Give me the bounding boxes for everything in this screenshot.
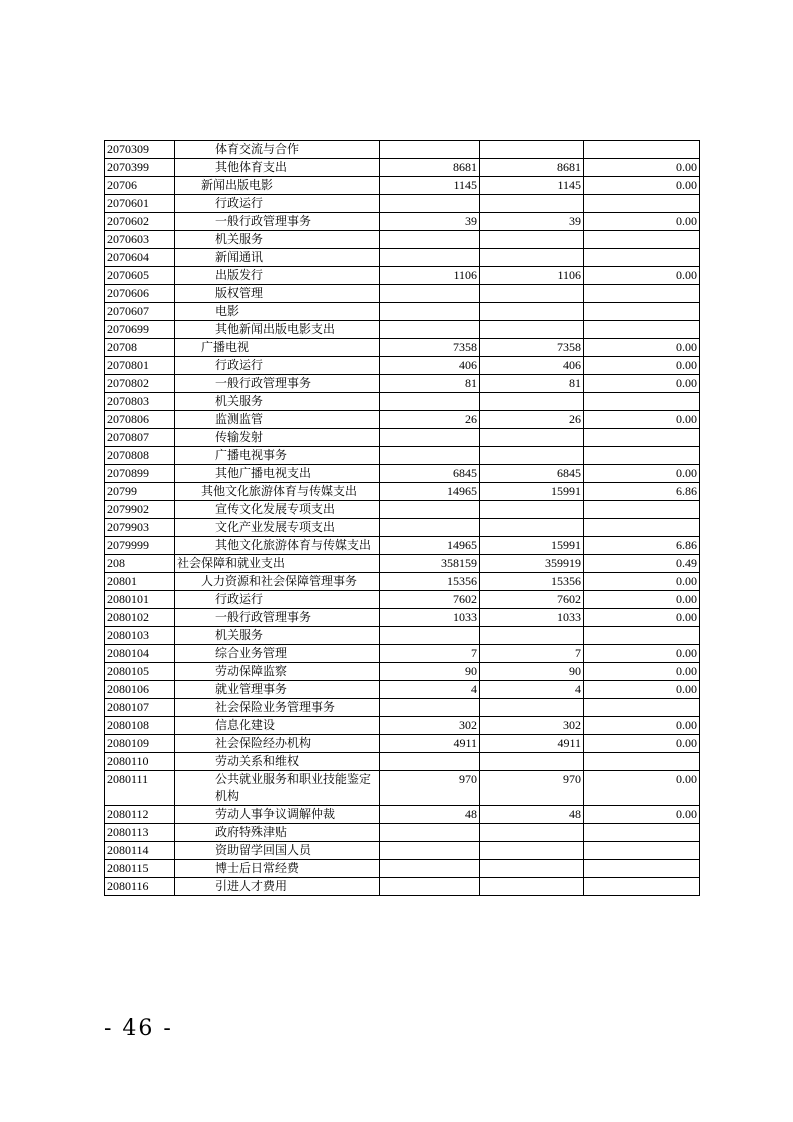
cell-code: 2080109	[105, 735, 175, 753]
cell-name: 劳动关系和维权	[175, 753, 380, 771]
cell-value-3: 0.00	[584, 339, 700, 357]
cell-value-3	[584, 824, 700, 842]
table-row	[105, 483, 700, 501]
cell-value-3: 0.00	[584, 735, 700, 753]
cell-value-3: 0.00	[584, 681, 700, 699]
cell-value-1	[380, 501, 480, 519]
table-row	[105, 663, 700, 681]
cell-value-1: 81	[380, 375, 480, 393]
cell-value-3	[584, 501, 700, 519]
cell-value-1	[380, 141, 480, 159]
cell-name: 其他新闻出版电影支出	[175, 321, 380, 339]
cell-value-1: 90	[380, 663, 480, 681]
cell-name: 博士后日常经费	[175, 860, 380, 878]
cell-value-1	[380, 519, 480, 537]
cell-value-1: 302	[380, 717, 480, 735]
table-row	[105, 753, 700, 771]
cell-value-3	[584, 195, 700, 213]
cell-value-3	[584, 303, 700, 321]
cell-value-3	[584, 878, 700, 896]
cell-name: 一般行政管理事务	[175, 609, 380, 627]
cell-value-1	[380, 321, 480, 339]
cell-value-2: 26	[480, 411, 584, 429]
cell-name: 文化产业发展专项支出	[175, 519, 380, 537]
cell-value-1: 1033	[380, 609, 480, 627]
cell-value-3: 0.00	[584, 591, 700, 609]
table-row	[105, 321, 700, 339]
cell-value-2: 1145	[480, 177, 584, 195]
cell-value-2: 81	[480, 375, 584, 393]
cell-value-2	[480, 231, 584, 249]
cell-name: 社会保障和就业支出	[175, 555, 380, 573]
cell-value-1: 48	[380, 806, 480, 824]
cell-value-3: 6.86	[584, 537, 700, 555]
table-row	[105, 357, 700, 375]
cell-value-1: 15356	[380, 573, 480, 591]
table-row	[105, 860, 700, 878]
cell-code: 2080105	[105, 663, 175, 681]
cell-name: 信息化建设	[175, 717, 380, 735]
table-row	[105, 195, 700, 213]
table-row	[105, 681, 700, 699]
cell-value-1	[380, 303, 480, 321]
table-body	[105, 141, 700, 896]
cell-name: 劳动人事争议调解仲裁	[175, 806, 380, 824]
cell-value-2: 406	[480, 357, 584, 375]
cell-code: 2070605	[105, 267, 175, 285]
cell-value-3: 0.00	[584, 213, 700, 231]
table-row	[105, 429, 700, 447]
cell-value-3	[584, 753, 700, 771]
cell-name: 体育交流与合作	[175, 141, 380, 159]
cell-code: 20799	[105, 483, 175, 501]
cell-name: 行政运行	[175, 591, 380, 609]
table-row	[105, 465, 700, 483]
cell-value-1	[380, 231, 480, 249]
cell-value-3: 0.00	[584, 609, 700, 627]
cell-value-3: 0.00	[584, 717, 700, 735]
cell-value-2	[480, 753, 584, 771]
cell-value-1	[380, 393, 480, 411]
table-row	[105, 285, 700, 303]
cell-code: 2070601	[105, 195, 175, 213]
cell-value-3: 0.00	[584, 267, 700, 285]
cell-name: 一般行政管理事务	[175, 213, 380, 231]
cell-value-2: 39	[480, 213, 584, 231]
cell-code: 2070607	[105, 303, 175, 321]
cell-value-3: 0.00	[584, 375, 700, 393]
cell-value-3	[584, 699, 700, 717]
table-row	[105, 501, 700, 519]
cell-code: 2070604	[105, 249, 175, 267]
cell-value-3	[584, 842, 700, 860]
cell-value-1: 4911	[380, 735, 480, 753]
cell-value-3	[584, 141, 700, 159]
cell-value-3: 0.00	[584, 465, 700, 483]
cell-name: 电影	[175, 303, 380, 321]
cell-name: 公共就业服务和职业技能鉴定机构	[175, 771, 380, 806]
table-row	[105, 537, 700, 555]
cell-value-1	[380, 878, 480, 896]
cell-value-1: 4	[380, 681, 480, 699]
cell-name: 行政运行	[175, 195, 380, 213]
table-row	[105, 645, 700, 663]
cell-code: 2070802	[105, 375, 175, 393]
cell-value-2: 970	[480, 771, 584, 806]
cell-value-2: 1033	[480, 609, 584, 627]
cell-value-3: 0.00	[584, 357, 700, 375]
cell-name: 新闻通讯	[175, 249, 380, 267]
cell-value-2	[480, 285, 584, 303]
cell-value-1	[380, 753, 480, 771]
cell-code: 2070807	[105, 429, 175, 447]
cell-value-2	[480, 429, 584, 447]
cell-value-2	[480, 860, 584, 878]
cell-value-2	[480, 393, 584, 411]
table-row	[105, 609, 700, 627]
cell-code: 20708	[105, 339, 175, 357]
cell-value-2: 90	[480, 663, 584, 681]
cell-name: 机关服务	[175, 627, 380, 645]
cell-value-1: 406	[380, 357, 480, 375]
cell-value-2	[480, 627, 584, 645]
cell-name: 人力资源和社会保障管理事务	[175, 573, 380, 591]
cell-value-2: 8681	[480, 159, 584, 177]
cell-value-1	[380, 249, 480, 267]
cell-code: 2070899	[105, 465, 175, 483]
cell-code: 2070606	[105, 285, 175, 303]
cell-code: 2080101	[105, 591, 175, 609]
cell-code: 2079903	[105, 519, 175, 537]
cell-name: 行政运行	[175, 357, 380, 375]
cell-name: 政府特殊津贴	[175, 824, 380, 842]
cell-value-1	[380, 860, 480, 878]
cell-value-1	[380, 447, 480, 465]
cell-value-3	[584, 285, 700, 303]
cell-name: 广播电视	[175, 339, 380, 357]
cell-value-2	[480, 447, 584, 465]
cell-code: 2080115	[105, 860, 175, 878]
table-row	[105, 393, 700, 411]
cell-name: 出版发行	[175, 267, 380, 285]
cell-code: 2070603	[105, 231, 175, 249]
cell-value-1	[380, 195, 480, 213]
cell-name: 社会保险经办机构	[175, 735, 380, 753]
cell-value-1: 970	[380, 771, 480, 806]
cell-value-2	[480, 699, 584, 717]
cell-value-1	[380, 842, 480, 860]
table-row	[105, 842, 700, 860]
cell-value-2: 15356	[480, 573, 584, 591]
cell-value-3	[584, 519, 700, 537]
cell-value-3	[584, 627, 700, 645]
table-row	[105, 231, 700, 249]
cell-value-3: 0.49	[584, 555, 700, 573]
cell-value-1: 8681	[380, 159, 480, 177]
cell-value-2: 1106	[480, 267, 584, 285]
cell-code: 20706	[105, 177, 175, 195]
cell-value-2: 4	[480, 681, 584, 699]
table-row	[105, 339, 700, 357]
cell-name: 资助留学回国人员	[175, 842, 380, 860]
cell-name: 其他文化旅游体育与传媒支出	[175, 537, 380, 555]
cell-name: 新闻出版电影	[175, 177, 380, 195]
cell-value-1: 1106	[380, 267, 480, 285]
cell-code: 2080111	[105, 771, 175, 806]
cell-code: 2080113	[105, 824, 175, 842]
cell-name: 其他文化旅游体育与传媒支出	[175, 483, 380, 501]
cell-code: 2080104	[105, 645, 175, 663]
cell-value-2	[480, 824, 584, 842]
table-row	[105, 735, 700, 753]
cell-value-2: 4911	[480, 735, 584, 753]
table-row	[105, 519, 700, 537]
cell-value-3: 0.00	[584, 771, 700, 806]
cell-value-3	[584, 231, 700, 249]
cell-code: 2080116	[105, 878, 175, 896]
cell-name: 宣传文化发展专项支出	[175, 501, 380, 519]
cell-name: 机关服务	[175, 231, 380, 249]
cell-value-2: 15991	[480, 483, 584, 501]
cell-code: 208	[105, 555, 175, 573]
cell-code: 2070699	[105, 321, 175, 339]
table-row	[105, 824, 700, 842]
cell-code: 2080110	[105, 753, 175, 771]
cell-value-1	[380, 824, 480, 842]
cell-name: 机关服务	[175, 393, 380, 411]
cell-code: 2079999	[105, 537, 175, 555]
cell-value-2	[480, 195, 584, 213]
budget-table	[104, 140, 700, 896]
table-row	[105, 213, 700, 231]
cell-name: 版权管理	[175, 285, 380, 303]
cell-value-1: 6845	[380, 465, 480, 483]
table-row	[105, 159, 700, 177]
cell-code: 2080107	[105, 699, 175, 717]
cell-value-3	[584, 321, 700, 339]
table-row	[105, 267, 700, 285]
table-row	[105, 806, 700, 824]
cell-value-2	[480, 519, 584, 537]
cell-value-3: 0.00	[584, 806, 700, 824]
page-number: - 46 -	[104, 1016, 173, 1041]
table-row	[105, 717, 700, 735]
cell-value-1: 1145	[380, 177, 480, 195]
cell-code: 2070309	[105, 141, 175, 159]
cell-value-2	[480, 249, 584, 267]
table-row	[105, 878, 700, 896]
cell-value-3	[584, 860, 700, 878]
cell-value-2: 6845	[480, 465, 584, 483]
cell-value-1	[380, 699, 480, 717]
cell-value-3	[584, 393, 700, 411]
table-row	[105, 411, 700, 429]
cell-name: 劳动保障监察	[175, 663, 380, 681]
cell-value-2	[480, 842, 584, 860]
cell-value-3: 0.00	[584, 411, 700, 429]
table-row	[105, 627, 700, 645]
cell-value-3: 0.00	[584, 159, 700, 177]
cell-code: 2080106	[105, 681, 175, 699]
cell-value-1: 39	[380, 213, 480, 231]
cell-value-3: 0.00	[584, 177, 700, 195]
cell-value-1: 7358	[380, 339, 480, 357]
cell-name: 监测监管	[175, 411, 380, 429]
cell-code: 2070806	[105, 411, 175, 429]
cell-value-2: 7358	[480, 339, 584, 357]
cell-value-2	[480, 141, 584, 159]
table-row	[105, 555, 700, 573]
cell-name: 引进人才费用	[175, 878, 380, 896]
cell-value-1: 14965	[380, 537, 480, 555]
table-row	[105, 375, 700, 393]
cell-value-2	[480, 321, 584, 339]
cell-code: 2070602	[105, 213, 175, 231]
cell-name: 一般行政管理事务	[175, 375, 380, 393]
cell-value-3: 0.00	[584, 663, 700, 681]
cell-value-2: 15991	[480, 537, 584, 555]
cell-code: 2070801	[105, 357, 175, 375]
cell-code: 2079902	[105, 501, 175, 519]
cell-value-2	[480, 501, 584, 519]
table-row	[105, 591, 700, 609]
cell-value-3: 0.00	[584, 645, 700, 663]
cell-value-1: 26	[380, 411, 480, 429]
cell-value-2	[480, 878, 584, 896]
table-row	[105, 177, 700, 195]
table-row	[105, 771, 700, 806]
cell-value-2: 7	[480, 645, 584, 663]
cell-value-1: 7	[380, 645, 480, 663]
cell-name: 综合业务管理	[175, 645, 380, 663]
cell-code: 2070808	[105, 447, 175, 465]
cell-value-3	[584, 429, 700, 447]
cell-code: 2080112	[105, 806, 175, 824]
cell-code: 2080114	[105, 842, 175, 860]
cell-name: 就业管理事务	[175, 681, 380, 699]
cell-code: 2080108	[105, 717, 175, 735]
cell-value-2: 48	[480, 806, 584, 824]
cell-code: 2070399	[105, 159, 175, 177]
cell-value-3	[584, 447, 700, 465]
cell-name: 其他广播电视支出	[175, 465, 380, 483]
cell-name: 其他体育支出	[175, 159, 380, 177]
cell-name: 传输发射	[175, 429, 380, 447]
table-row	[105, 447, 700, 465]
cell-value-1	[380, 285, 480, 303]
cell-value-2: 359919	[480, 555, 584, 573]
cell-value-3: 6.86	[584, 483, 700, 501]
cell-value-1	[380, 429, 480, 447]
cell-value-1: 358159	[380, 555, 480, 573]
cell-value-2: 302	[480, 717, 584, 735]
table-row	[105, 249, 700, 267]
table-row	[105, 573, 700, 591]
cell-name: 社会保险业务管理事务	[175, 699, 380, 717]
cell-name: 广播电视事务	[175, 447, 380, 465]
cell-code: 2070803	[105, 393, 175, 411]
table-row	[105, 141, 700, 159]
cell-value-1	[380, 627, 480, 645]
cell-value-3	[584, 249, 700, 267]
cell-value-2	[480, 303, 584, 321]
cell-value-1: 14965	[380, 483, 480, 501]
cell-code: 2080102	[105, 609, 175, 627]
cell-code: 2080103	[105, 627, 175, 645]
cell-code: 20801	[105, 573, 175, 591]
cell-value-2: 7602	[480, 591, 584, 609]
cell-value-3: 0.00	[584, 573, 700, 591]
cell-value-1: 7602	[380, 591, 480, 609]
table-row	[105, 699, 700, 717]
table-row	[105, 303, 700, 321]
